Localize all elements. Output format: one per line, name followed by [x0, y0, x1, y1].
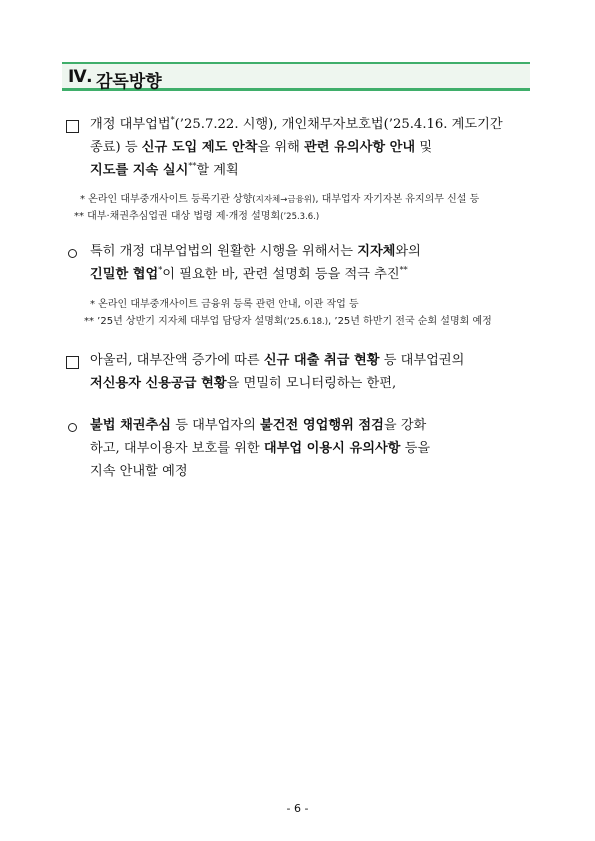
sub1-line2: 긴밀한 협업*이 필요한 바, 관련 설명회 등을 적극 추진**	[90, 265, 408, 282]
item1-footnote-2: ** 대부·채권추심업권 대상 법령 제·개정 설명회(’25.3.6.)	[74, 211, 320, 222]
item1-line2: 종료) 등 신규 도입 제도 안착을 위해 관련 유의사항 안내 및	[90, 140, 433, 155]
square-bullet-icon	[66, 356, 79, 369]
sub2-line3: 지속 안내할 예정	[90, 464, 188, 479]
sub2-line2: 하고, 대부이용자 보호를 위한 대부업 이용시 유의사항 등을	[90, 441, 431, 456]
item2-line2: 저신용자 신용공급 현황을 면밀히 모니터링하는 한편,	[90, 376, 397, 391]
item2-line1: 아울러, 대부잔액 증가에 따른 신규 대출 취급 현황 등 대부업권의	[90, 353, 465, 368]
item1-line3: 지도를 지속 실시**할 계획	[90, 161, 239, 178]
sub1-footnote-1: * 온라인 대부중개사이트 금융위 등록 관련 안내, 이관 작업 등	[90, 299, 359, 310]
item1-footnote-1: * 온라인 대부중개사이트 등록기관 상향(지자체→금융위), 대부업자 자기자본 유지의무 신설 등	[80, 194, 480, 205]
circle-bullet-icon	[68, 249, 77, 258]
sub1-line1: 특히 개정 대부업법의 원활한 시행을 위해서는 지자체와의	[90, 244, 421, 259]
page-number: - 6 -	[286, 802, 309, 815]
section-header	[62, 62, 530, 91]
circle-bullet-icon	[68, 423, 77, 432]
square-bullet-icon	[66, 120, 79, 133]
section-title: 감독방향	[96, 72, 162, 92]
sub1-footnote-2: ** ’25년 상반기 지자체 대부업 담당자 설명회(’25.6.18.), ’25년 하반기 전국 순회 설명회 예정	[84, 316, 492, 327]
section-number: Ⅳ.	[68, 67, 93, 87]
sub2-line1: 불법 채권추심 등 대부업자의 불건전 영업행위 점검을 강화	[90, 418, 427, 433]
item1-line1: 개정 대부업법*(’25.7.22. 시행), 개인채무자보호법(’25.4.16. 계도기간	[90, 115, 503, 132]
